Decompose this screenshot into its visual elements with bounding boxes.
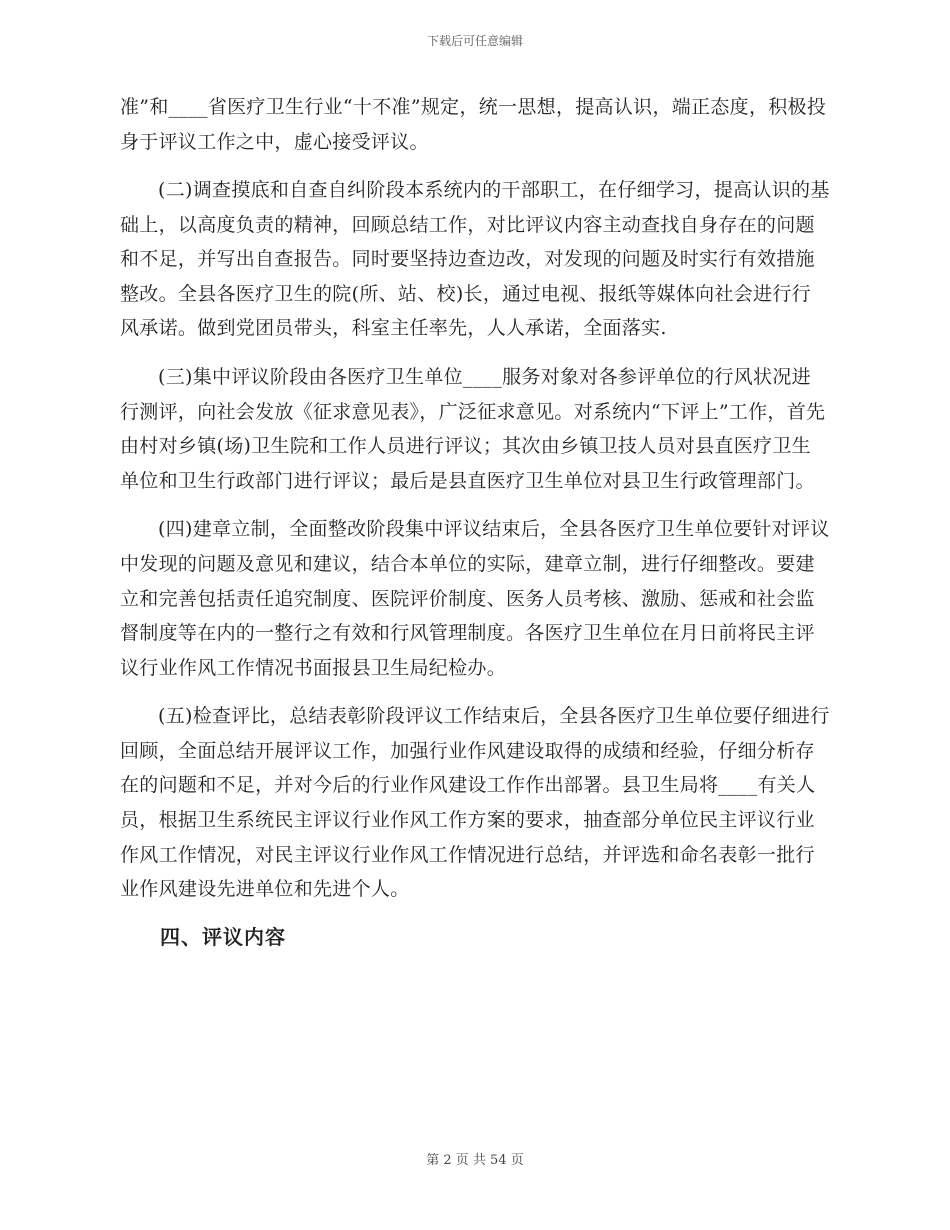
paragraph-stage-4: (四)建章立制，全面整改阶段集中评议结束后，全县各医疗卫生单位要针对评议中发现的问题及意见和建议，结合本单位的实际，建章立制，进行仔细整改。要建立和完善包括责任追究制度、医院评价制度、医务人员考核、激励、惩戒和社会监督制度等在内的一整行之有效和行风管理制度。各医疗卫生单位在月日前将民主评议行业作风工作情况书面报县卫生局纪检办。 <box>120 518 830 679</box>
paragraph-stage-3: (三)集中评议阶段由各医疗卫生单位____服务对象对各参评单位的行风状况进行测评，向社会发放《征求意见表》，广泛征求意见。对系统内“下评上”工作，首先由村对乡镇(场)卫生院和工作人员进行评议；其次由乡镇卫技人员对县直医疗卫生单位和卫生行政部门进行评议；最后是县直医疗卫生单位对县卫生行政管理部门。 <box>120 366 826 492</box>
body-text <box>120 90 830 950</box>
running-header: 下载后可任意编辑 <box>426 34 523 48</box>
paragraph-continuation: 准”和____省医疗卫生行业“十不准”规定，统一思想，提高认识，端正态度，积极投身于评议工作之中，虚心接受评议。 <box>120 96 827 153</box>
paragraph-stage-2: (二)调查摸底和自查自纠阶段本系统内的干部职工，在仔细学习，提高认识的基础上，以高度负责的精神，回顾总结工作，对比评议内容主动查找自身存在的问题和不足，并写出自查报告。同时要坚持边查边改，对发现的问题及时实行有效措施整改。全县各医疗卫生的院(所、站、校)长，通过电视、报纸等媒体向社会进行行风承诺。做到党团员带头，科室主任率先，人人承诺，全面落实. <box>120 179 830 340</box>
paragraph-stage-5: (五)检查评比，总结表彰阶段评议工作结束后，全县各医疗卫生单位要仔细进行回顾，全面总结开展评议工作，加强行业作风建设取得的成绩和经验，仔细分析存在的问题和不足，并对今后的行业作风建设工作作出部署。县卫生局将____有关人员，根据卫生系统民主评议行业作风工作方案的要求，抽查部分单位民主评议行业作风工作情况，对民主评议行业作风工作情况进行总结，并评选和命名表彰一批行业作风建设先进单位和先进个人。 <box>120 705 830 901</box>
section-heading: 四、评议内容 <box>160 924 286 949</box>
page-number: 第 2 页 共 54 页 <box>426 1153 524 1168</box>
